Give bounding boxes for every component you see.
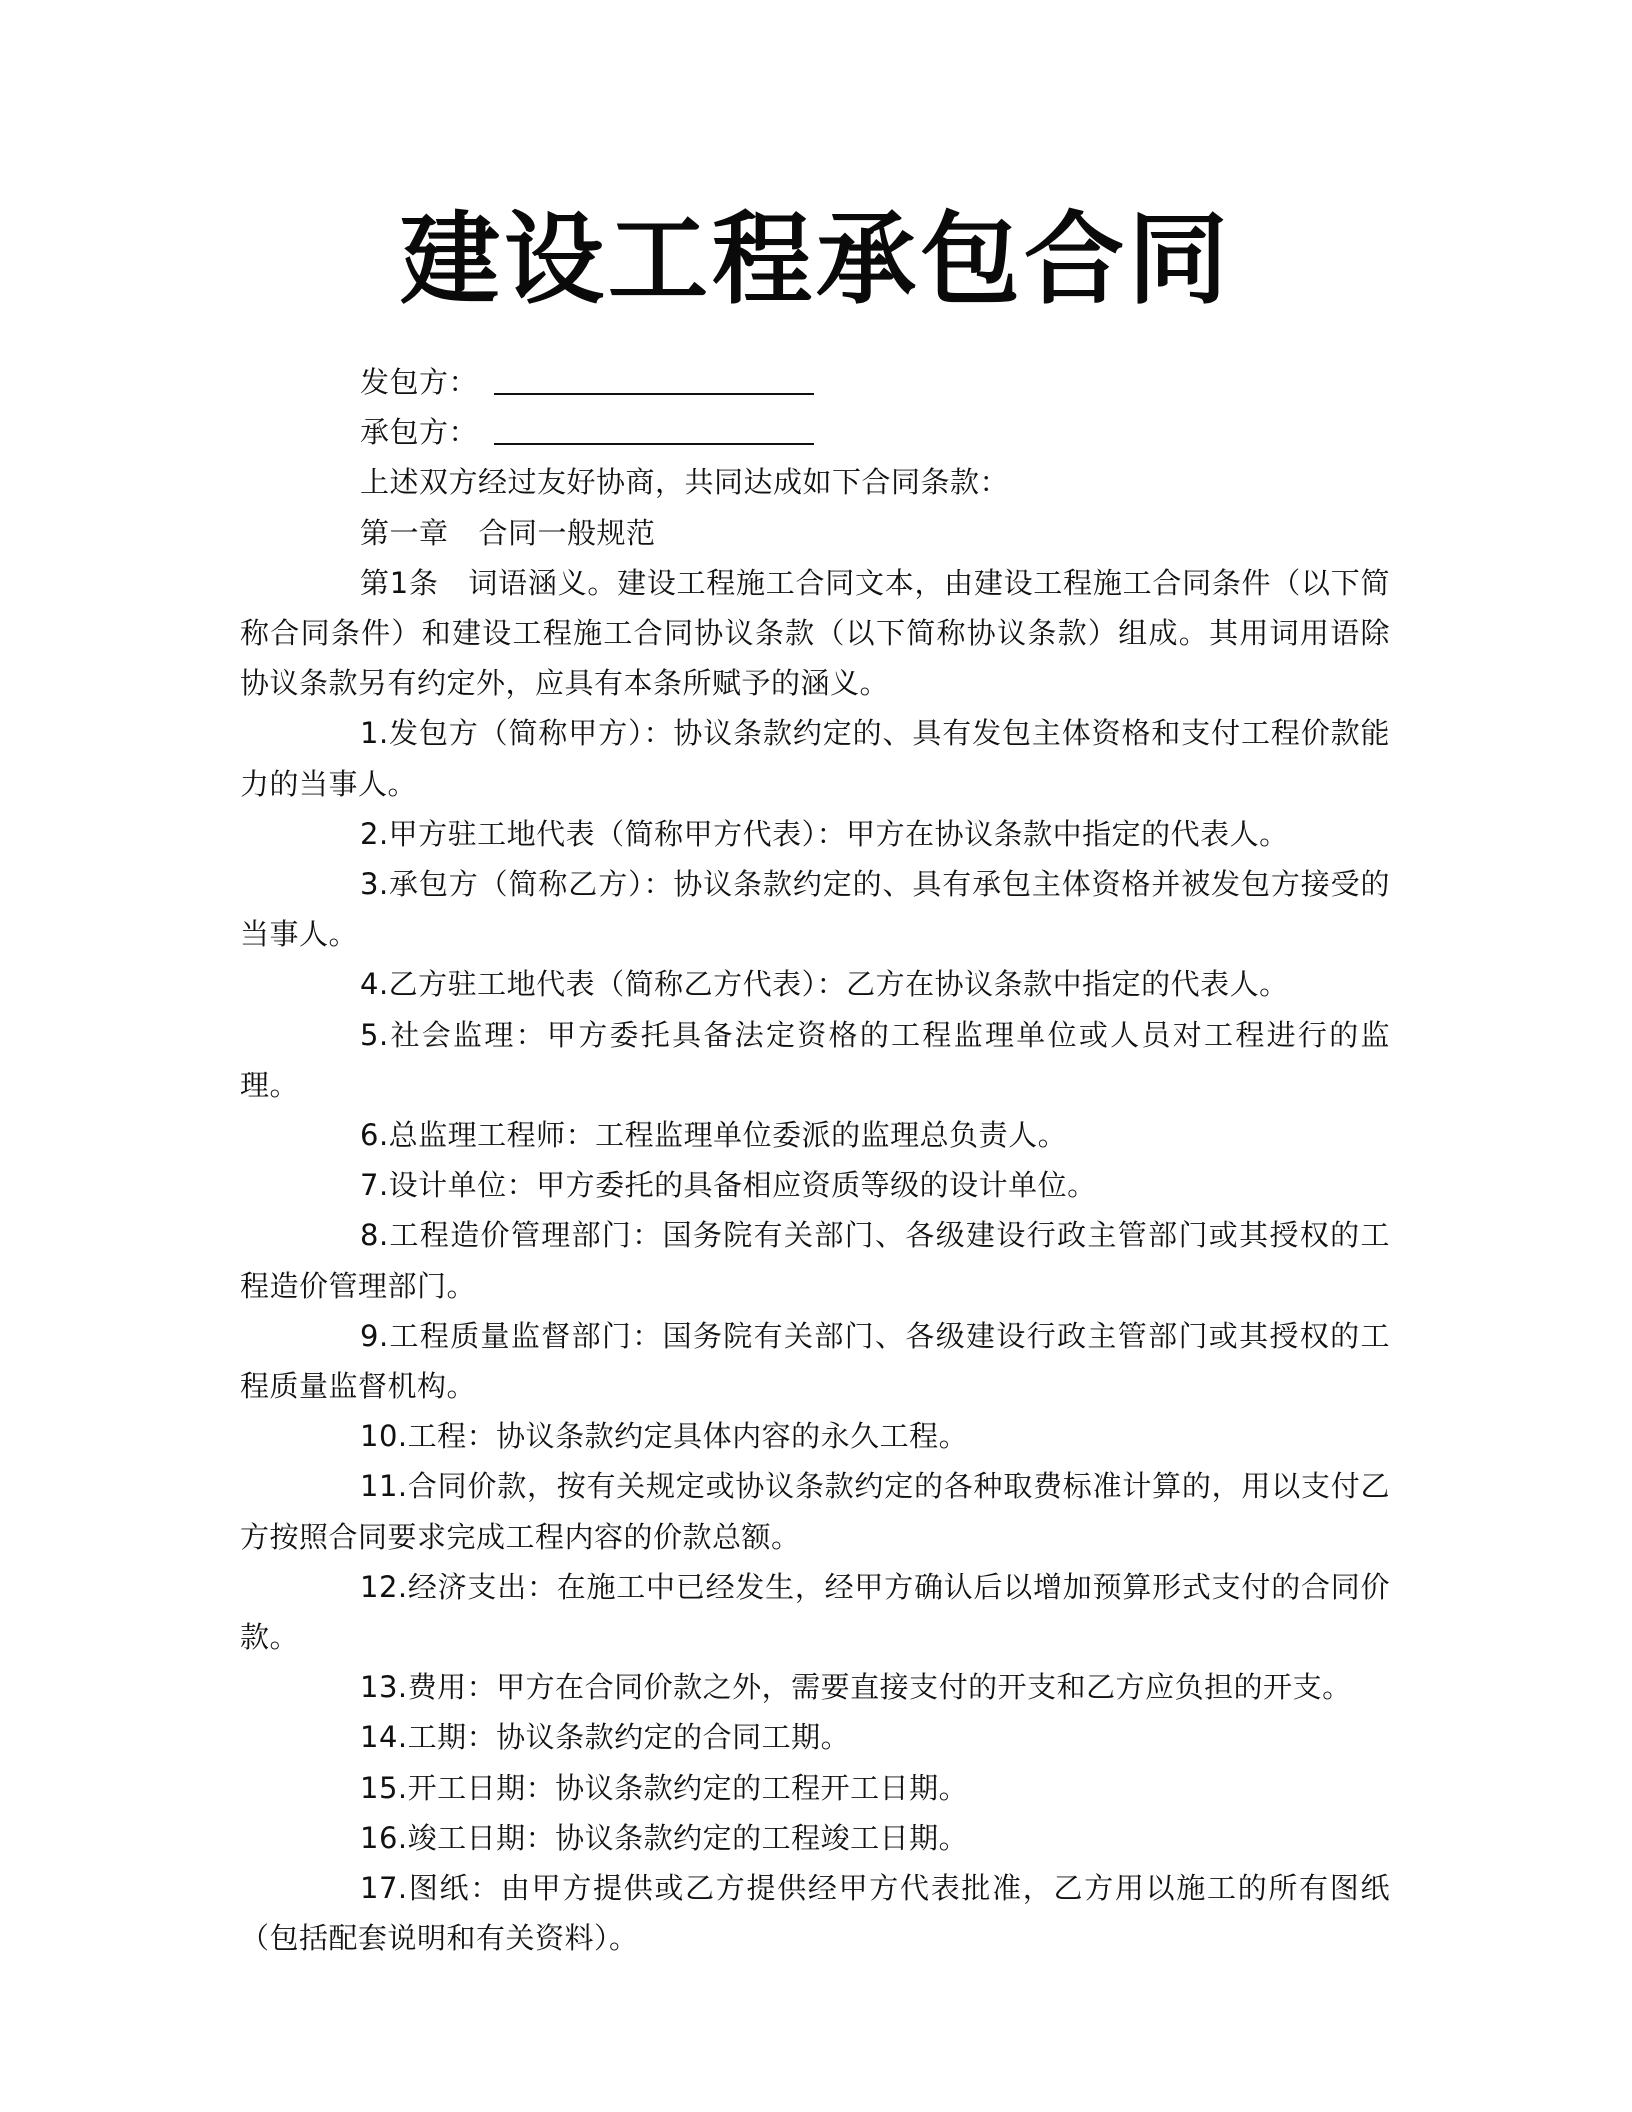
party-b-label: 承包方：: [360, 415, 479, 450]
list-item: 15.开工日期：协议条款约定的工程开工日期。: [360, 1770, 969, 1805]
list-item: 1.发包方（简称甲方）：协议条款约定的、具有发包主体资格和支付工程价款能力的当事人。: [240, 716, 1390, 801]
chapter-heading: [240, 508, 1390, 558]
list-item: 16.竣工日期：协议条款约定的工程竣工日期。: [360, 1820, 969, 1855]
chapter-name: 合同一般规范: [478, 515, 656, 550]
list-item: 12.经济支出：在施工中已经发生，经甲方确认后以增加预算形式支付的合同价款。: [240, 1569, 1390, 1655]
list-item: 4.乙方驻工地代表（简称乙方代表）：乙方在协议条款中指定的代表人。: [360, 967, 1289, 1002]
list-item: 14.工期：协议条款约定的合同工期。: [360, 1720, 851, 1755]
list-item: 17.图纸：由甲方提供或乙方提供经甲方代表批准，乙方用以施工的所有图纸（包括配套说明和有关资料）。: [240, 1871, 1390, 1956]
party-b-line: [240, 407, 1390, 457]
list-item: 5.社会监理：甲方委托具备法定资格的工程监理单位或人员对工程进行的监理。: [240, 1017, 1390, 1102]
list-item: 9.工程质量监督部门：国务院有关部门、各级建设行政主管部门或其授权的工程质量监督机构。: [240, 1318, 1390, 1403]
document-title: 建设工程承包合同: [400, 201, 1232, 318]
chapter-number: 第一章: [360, 515, 449, 550]
list-item: 3.承包方（简称乙方）：协议条款约定的、具有承包主体资格并被发包方接受的当事人。: [240, 866, 1390, 952]
document-body: [240, 357, 1390, 1963]
party-a-line: [240, 357, 1390, 407]
party-b-blank: [494, 443, 814, 445]
list-item: 2.甲方驻工地代表（简称甲方代表）：甲方在协议条款中指定的代表人。: [360, 816, 1289, 851]
list-item: 13.费用：甲方在合同价款之外，需要直接支付的开支和乙方应负担的开支。: [360, 1670, 1352, 1705]
article-1: 第1条 词语涵义。建设工程施工合同文本，由建设工程施工合同条件（以下简称合同条件）和建设工程施工合同协议条款（以下简称协议条款）组成。其用词用语除协议条款另有约定外，应具有本条所赋予的涵义。: [240, 565, 1390, 701]
list-item: 10.工程：协议条款约定具体内容的永久工程。: [360, 1419, 969, 1454]
list-item: 6.总监理工程师：工程监理单位委派的监理总负责人。: [360, 1117, 1068, 1152]
list-item: 7.设计单位：甲方委托的具备相应资质等级的设计单位。: [360, 1168, 1097, 1203]
intro-text: 上述双方经过友好协商，共同达成如下合同条款：: [360, 465, 1010, 500]
list-item: 11.合同价款，按有关规定或协议条款约定的各种取费标准计算的，用以支付乙方按照合同要求完成工程内容的价款总额。: [240, 1469, 1390, 1554]
party-a-label: 发包方：: [360, 365, 479, 399]
list-item: 8.工程造价管理部门：国务院有关部门、各级建设行政主管部门或其授权的工程造价管理部门。: [240, 1218, 1390, 1303]
party-a-blank: [494, 393, 814, 395]
